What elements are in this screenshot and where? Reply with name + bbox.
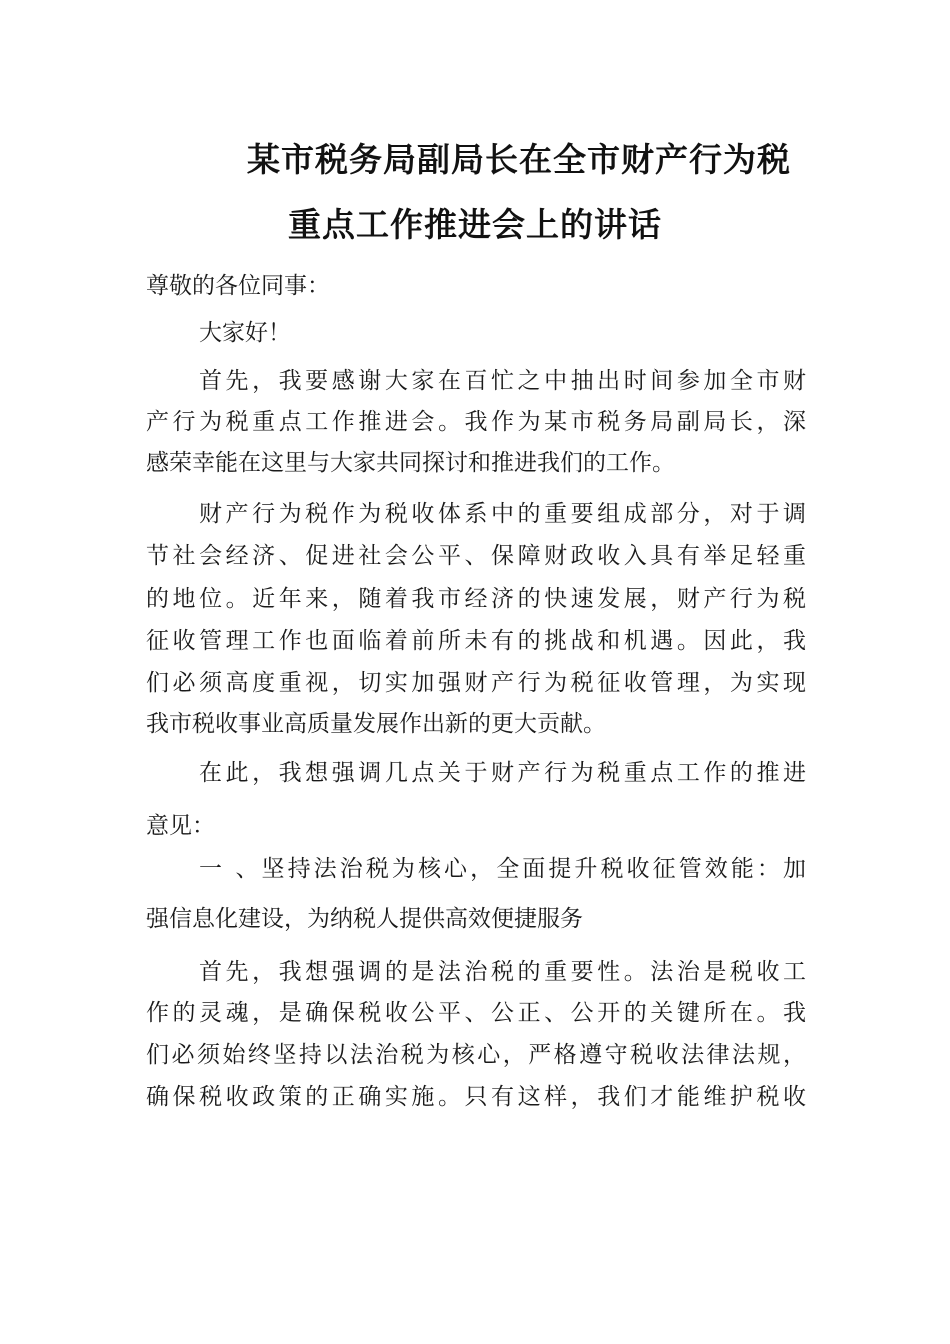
paragraph-4-line-2: 作的灵魂，是确保税收公平、公正、公开的关键所在。我 — [146, 1000, 806, 1026]
paragraph-1-line-2: 产行为税重点工作推进会。我作为某市税务局副局长，深 — [146, 409, 806, 435]
paragraph-4-line-4: 确保税收政策的正确实施。只有这样，我们才能维护税收 — [146, 1084, 806, 1110]
paragraph-1-line-1: 首先，我要感谢大家在百忙之中抽出时间参加全市财 — [199, 368, 806, 394]
paragraph-2-line-2: 节社会经济、促进社会公平、保障财政收入具有举足轻重 — [146, 543, 806, 569]
paragraph-2-line-6: 我市税收事业高质量发展作出新的更大贡献。 — [146, 711, 606, 737]
document-title-line-2: 重点工作推进会上的讲话 — [288, 205, 662, 244]
section-heading-1-line-2: 强信息化建设，为纳税人提供高效便捷服务 — [146, 906, 583, 932]
paragraph-2-line-3: 的地位。近年来，随着我市经济的快速发展，财产行为税 — [146, 586, 806, 612]
paragraph-4-line-3: 们必须始终坚持以法治税为核心，严格遵守税收法律法规， — [146, 1042, 806, 1068]
document-title-line-1: 某市税务局副局长在全市财产行为税 — [247, 140, 791, 179]
paragraph-2-line-4: 征收管理工作也面临着前所未有的挑战和机遇。因此，我 — [146, 628, 806, 654]
greeting: 大家好！ — [199, 320, 291, 346]
section-heading-1-line-1: 一 、坚持法治税为核心，全面提升税收征管效能：加 — [199, 856, 806, 882]
paragraph-4-line-1: 首先，我想强调的是法治税的重要性。法治是税收工 — [199, 959, 806, 985]
paragraph-1-line-3: 感荣幸能在这里与大家共同探讨和推进我们的工作。 — [146, 450, 675, 476]
paragraph-3-line-1: 在此，我想强调几点关于财产行为税重点工作的推进 — [199, 760, 806, 786]
paragraph-3-line-2: 意见： — [146, 813, 215, 839]
paragraph-2-line-5: 们必须高度重视，切实加强财产行为税征收管理，为实现 — [146, 670, 806, 696]
salutation: 尊敬的各位同事： — [146, 273, 330, 299]
paragraph-2-line-1: 财产行为税作为税收体系中的重要组成部分，对于调 — [199, 501, 806, 527]
